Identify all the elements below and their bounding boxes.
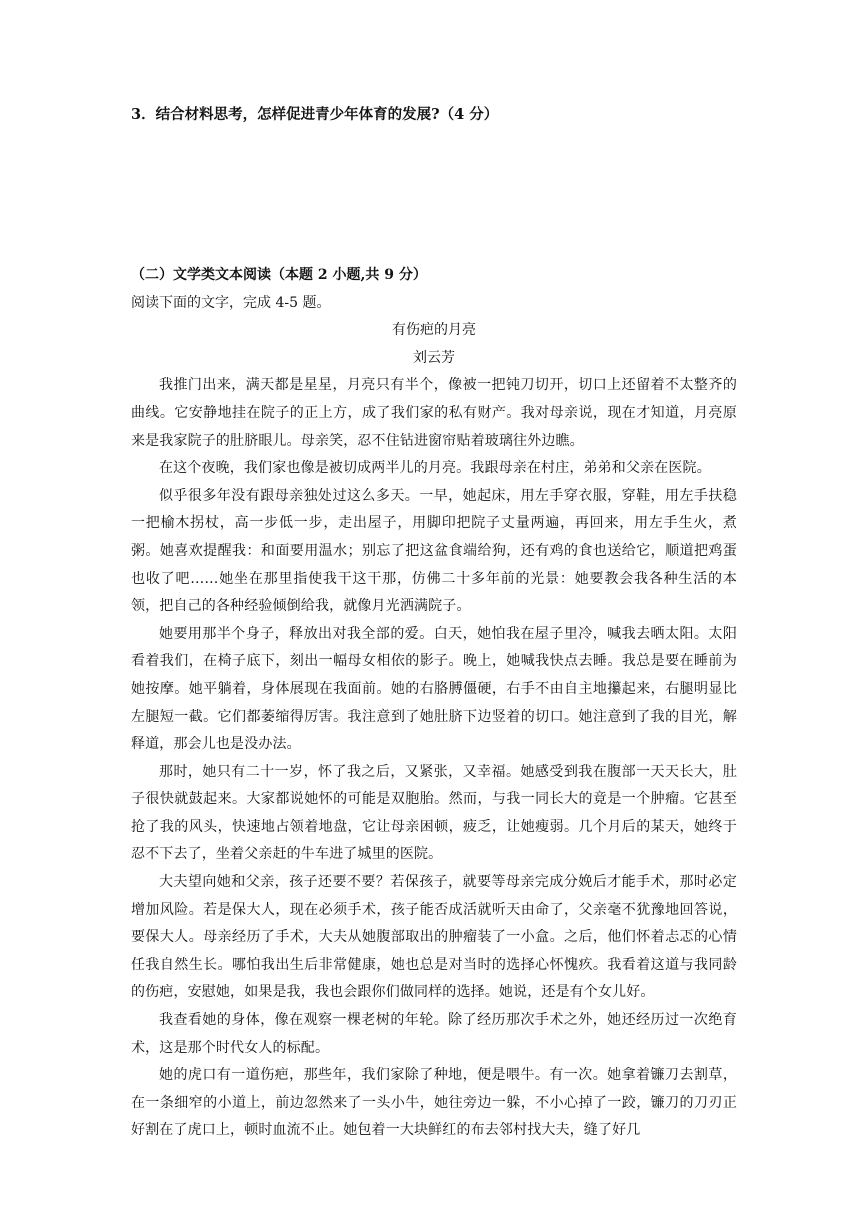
story-paragraph: 大夫望向她和父亲，孩子还要不要？若保孩子，就要等母亲完成分娩后才能手术，那时必定增加风险。若是保大人，现在必须手术，孩子能否成活就听天由命了，父亲毫不犹豫地回答说，要保大人。母亲经历了手术，大夫从她腹部取出的肿瘤装了一小盒。之后，他们怀着忐忑的心情任我自然生长。哪怕我出生后非常健康，她也总是对当时的选择心怀愧疚。我看着这道与我同龄的伤疤，安慰她，如果是我，我也会跟你们做同样的选择。她说，还是有个女儿好。 <box>131 874 737 1001</box>
question-3: 3．结合材料思考，怎样促进青少年体育的发展?（4 分） <box>131 106 499 123</box>
section-heading: （二）文学类文本阅读（本题 2 小题,共 9 分） <box>131 267 427 283</box>
story-paragraph: 我查看她的身体，像在观察一棵老树的年轮。除了经历那次手术之外，她还经历过一次绝育术，这是那个时代女人的标配。 <box>131 1012 737 1056</box>
story-paragraph: 她要用那半个身子，释放出对我全部的爱。白天，她怕我在屋子里冷，喊我去晒太阳。太阳看着我们，在椅子底下，刻出一幅母女相依的影子。晚上，她喊我快点去睡。我总是要在睡前为她按摩。她平躺着，身体展现在我面前。她的右胳膊僵硬，右手不由自主地攥起来，右腿明显比左腿短一截。它们都萎缩得厉害。我注意到了她肚脐下边竖着的切口。她注意到了我的目光，解释道，那会儿也是没办法。 <box>131 625 737 753</box>
story-paragraph: 我推门出来，满天都是星星，月亮只有半个，像被一把钝刀切开，切口上还留着不太整齐的曲线。它安静地挂在院子的正上方，成了我们家的私有财产。我对母亲说，现在才知道，月亮原来是我家院子的肚脐眼儿。母亲笑，忍不住钻进窗帘贴着玻璃往外边瞧。 <box>131 377 737 449</box>
answer-space <box>131 128 731 258</box>
story-paragraph: 在这个夜晚，我们家也像是被切成两半儿的月亮。我跟母亲在村庄，弟弟和父亲在医院。 <box>159 460 711 477</box>
story-paragraph: 似乎很多年没有跟母亲独处过这么多天。一早，她起床，用左手穿衣服，穿鞋，用左手扶稳一把榆木拐杖，高一步低一步，走出屋子，用脚印把院子丈量两遍，再回来，用左手生火，煮粥。她喜欢提醒我：和面要用温水；别忘了把这盆食端给狗，还有鸡的食也送给它，顺道把鸡蛋也收了吧……她坐在那里指使我干这干那，仿佛二十多年前的光景：她要教会我各种生活的本领，把自己的各种经验倾倒给我，就像月光洒满院子。 <box>131 487 737 615</box>
story-author: 刘云芳 <box>413 349 455 366</box>
story-paragraph: 那时，她只有二十一岁，怀了我之后，又紧张，又幸福。她感受到我在腹部一天天长大，肚子很快就鼓起来。大家都说她怀的可能是双胞胎。然而，与我一同长大的竟是一个肿瘤。它甚至抢了我的风头，快速地占领着地盘，它让母亲困顿，疲乏，让她瘦弱。几个月后的某天，她终于忍不下去了，坐着父亲赶的牛车进了城里的医院。 <box>131 763 737 863</box>
section-instruction: 阅读下面的文字，完成 4-5 题。 <box>131 294 331 311</box>
reading-section <box>131 262 737 1145</box>
story-paragraph: 她的虎口有一道伤疤，那些年，我们家除了种地，便是喂牛。有一次。她拿着镰刀去割草，在一条细窄的小道上，前边忽然来了一头小牛，她往旁边一躲，不小心掉了一跤，镰刀的刀刃正好割在了虎口上，顿时血流不止。她包着一大块鲜红的布去邻村找大夫，缝了好几 <box>131 1067 737 1139</box>
story-title: 有伤疤的月亮 <box>392 322 476 339</box>
